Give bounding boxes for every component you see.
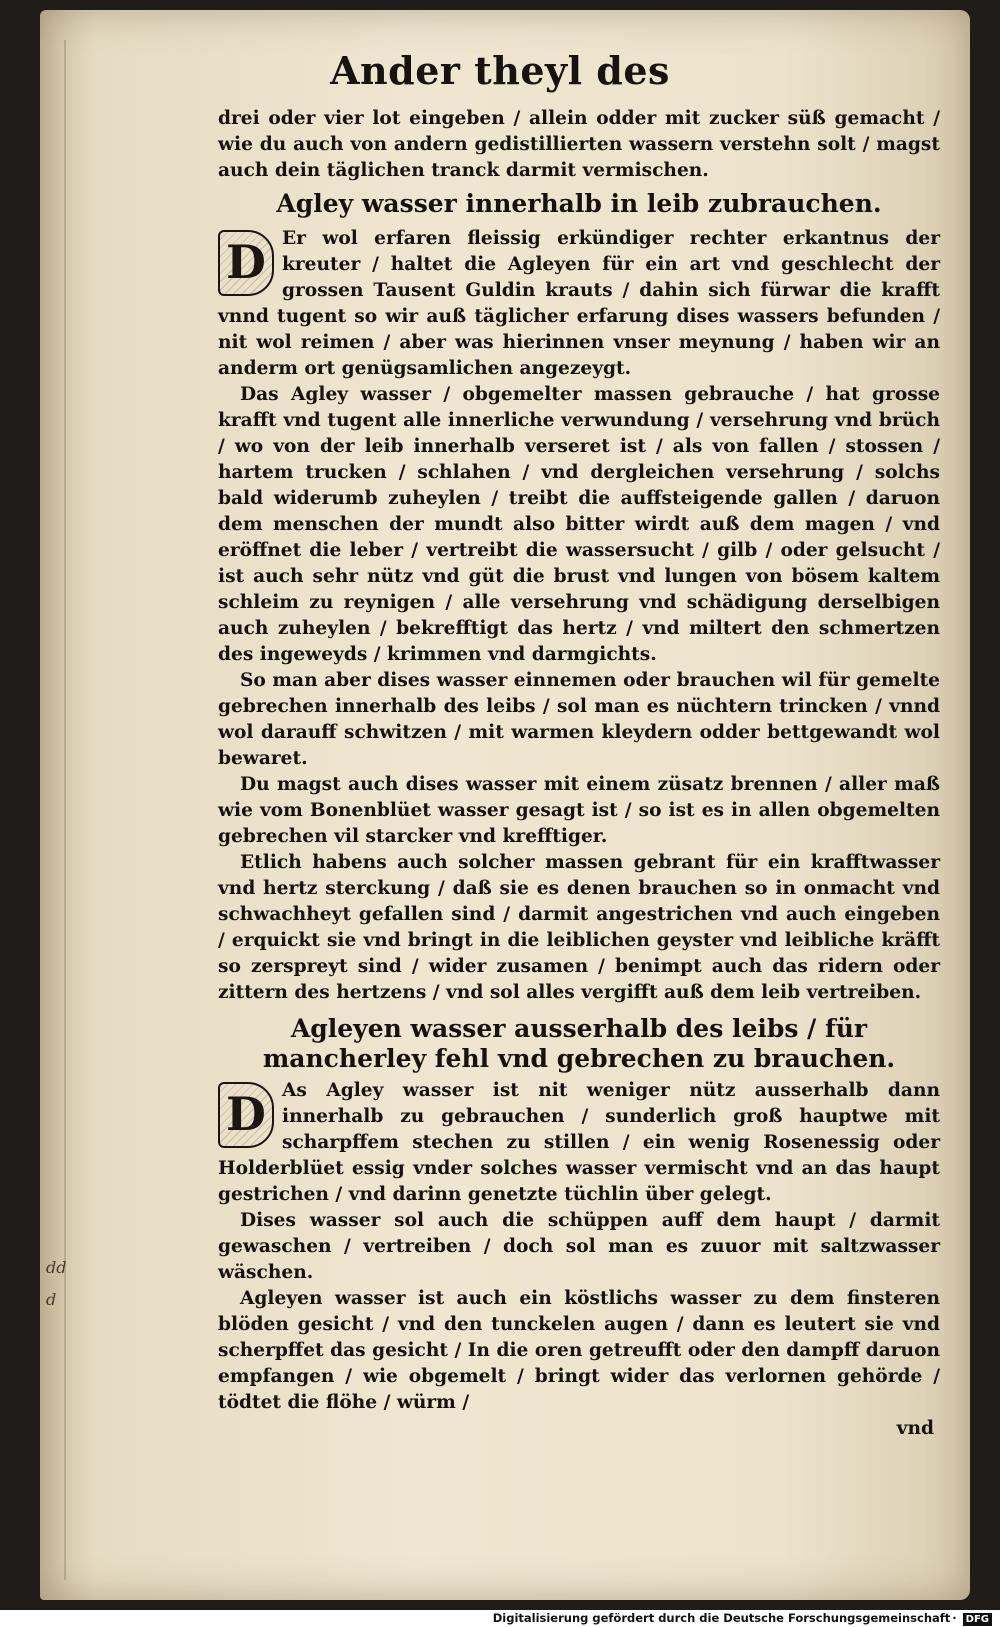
paragraph: Etlich habens auch solcher massen gebrant für ein krafftwasser vnd hertz sterckung / daß sie es denen brauchen so in onmacht vnd schwachheyt gefallen sind / darmit angestrichen vnd auch eingeben / erquickt sie vnd bringt in die leiblichen geyster vnd leibliche kräfft so zerspreyt sind / wider zusamen / benimpt auch das ridern oder zittern des hertzens / vnd sol alles vergifft auß dem leib vertreiben. [218, 852, 940, 1003]
page-body [218, 106, 940, 1442]
section-heading: Agleyen wasser ausserhalb des leibs / für mancherley fehl vnd gebrechen zu brauchen. [262, 1014, 896, 1073]
section-heading: Agley wasser innerhalb in leib zubrauchen. [276, 189, 882, 218]
footer-text: Digitalisierung gefördert durch die Deutsche Forschungsgemeinschaft [492, 1611, 951, 1625]
paragraph: Agleyen wasser ist auch ein köstlichs wasser zu dem finsteren blöden gesicht / vnd den tunckelen augen / dann es leutert sie vnd scherpffet das gesicht / In die oren getreufft oder den dampff daruon empfangen / wie obgemelt / bringt wider das verlornen gehörde / tödtet die flöhe / würm / [218, 1288, 940, 1413]
dfg-logo-icon: DFG [963, 1613, 992, 1626]
catchword: vnd [896, 1418, 934, 1439]
paragraph-with-initial [218, 1078, 940, 1208]
paragraph: drei oder vier lot eingeben / allein odder mit zucker süß gemacht / wie du auch von andern gedistillierten wassern verstehn solt / magst auch dein täglichen tranck darmit vermischen. [218, 108, 940, 181]
paragraph: Du magst auch dises wasser mit einem züsatz brennen / aller maß wie vom Bonenblüet wasser gesagt ist / so ist es in allen obgemelten gebrechen vil starcker vnd krefftiger. [218, 774, 940, 847]
paragraph: So man aber dises wasser einnemen oder brauchen wil für gemelte gebrechen innerhalb des leibs / sol man es nüchtern trincken / vnnd wol darauff schwitzen / mit warmen kleydern odder bettgewandt wol bewaret. [218, 670, 940, 769]
paragraph-with-initial [218, 226, 940, 382]
digitization-footer: Digitalisierung gefördert durch die Deutsche Forschungsgemeinschaft · DFG [0, 1610, 1000, 1627]
margin-note: dd [46, 1258, 67, 1277]
margin-note: d [46, 1290, 57, 1309]
decorated-initial: D [218, 1082, 274, 1148]
decorated-initial: D [218, 230, 274, 296]
gutter-shadow [64, 40, 66, 1580]
paragraph: Das Agley wasser / obgemelter massen gebrauche / hat grosse krafft vnd tugent alle innerliche verwundung / versehrung vnd brüch / wo von der leib innerhalb verseret ist / als von fallen / stossen / hartem trucken / schlahen / vnd dergleichen versehrung / solchs bald widerumb zuheylen / treibt die auffsteigende gallen / daruon dem menschen der mundt also bitter wirdt auß dem magen / vnd eröffnet die leber / vertreibt die wassersucht / gilb / oder gelsucht / ist auch sehr nütz vnd güt die brust vnd lungen von bösem kaltem schleim zu reynigen / alle versehrung vnd schädigung derselbigen auch zuheylen / bekrefftigt das hertz / vnd miltert den schmertzen des ingeweyds / krimmen vnd darmgichts. [218, 384, 940, 665]
paragraph: As Agley wasser ist nit weniger nütz ausserhalb dann innerhalb zu gebrauchen / sunderlich groß hauptwe mit scharpffem stechen zu stillen / ein wenig Rosenessig oder Holderblüet essig vnder solches wasser vermischt vnd an das haupt gestrichen / vnd darinn genetzte tüchlin über gelegt. [218, 1080, 940, 1205]
paragraph: Dises wasser sol auch die schüppen auff dem haupt / darmit gewaschen / vertreiben / doch sol man es zuuor mit saltzwasser wäschen. [218, 1210, 940, 1283]
paragraph: Er wol erfaren fleissig erkündiger rechter erkantnus der kreuter / haltet die Agleyen für ein art vnd geschlecht der grossen Tausent Guldin krauts / dahin sich fürwar die krafft vnnd tugent so wir auß täglicher erfarung dises wassers befunden / nit wol reimen / aber was hierinnen vnser meynung / haben wir an anderm ort genügsamlichen angezeygt. [218, 228, 940, 379]
running-head: Ander theyl des [330, 48, 670, 93]
